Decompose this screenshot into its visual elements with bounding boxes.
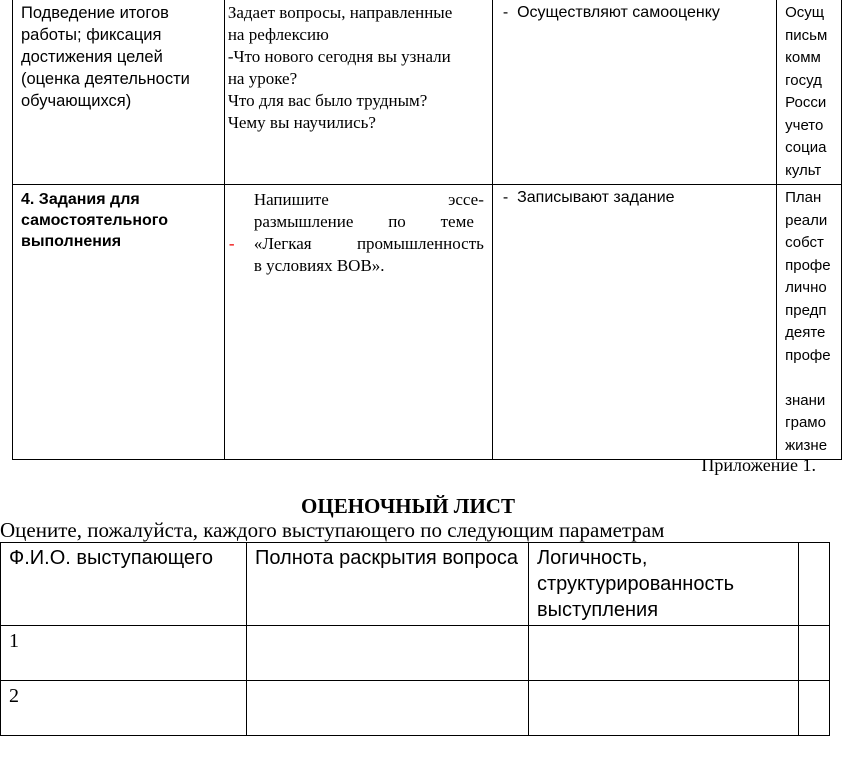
stage-cell: 4. Задания для самостоятельного выполнения xyxy=(13,185,225,460)
lesson-plan-table xyxy=(12,0,842,460)
list-dash: - xyxy=(228,234,235,253)
competencies-cell: Осущ письм комм госуд Росси учето социа культ xyxy=(777,0,842,185)
column-header: Полнота раскрытия вопроса xyxy=(247,543,529,626)
evaluation-table xyxy=(0,542,830,736)
student-activity-cell: - Записывают задание xyxy=(492,185,776,460)
appendix-label: Приложение 1. xyxy=(701,455,816,475)
table-row xyxy=(1,626,830,681)
instruction-text: Оцените, пожалуйста, каждого выступающего по следующим параметрам xyxy=(0,518,665,542)
teacher-activity-cell: Задает вопросы, направленные на рефлексию -Что нового сегодня вы узнали на уроке? Что для вас было трудным? Чему вы научились? xyxy=(224,0,492,185)
table-cell[interactable] xyxy=(247,626,529,681)
student-activity-cell: - Осуществляют самооценку xyxy=(492,0,776,185)
table-cell[interactable] xyxy=(529,681,799,736)
table-cell: 1 xyxy=(1,626,247,681)
teacher-activity-cell: Напишите эссе- размышление по теме - «Легкая промышленность в условиях ВОВ». xyxy=(224,185,492,460)
table-row xyxy=(13,0,842,185)
table-cell xyxy=(799,543,830,626)
competencies-cell: План реали собст профе лично предп деяте профе знани грамо жизне xyxy=(777,185,842,460)
table-row xyxy=(13,185,842,460)
column-header: Ф.И.О. выступающего xyxy=(1,543,247,626)
table-cell: 2 xyxy=(1,681,247,736)
table-cell[interactable] xyxy=(799,681,830,736)
page-title: ОЦЕНОЧНЫЙ ЛИСТ xyxy=(301,494,515,518)
column-header: Логичность, структурированность выступления xyxy=(529,543,799,626)
table-cell[interactable] xyxy=(529,626,799,681)
table-header-row xyxy=(1,543,830,626)
stage-cell: Подведение итогов работы; фиксация достижения целей (оценка деятельности обучающихся) xyxy=(13,0,225,185)
table-row xyxy=(1,681,830,736)
table-cell[interactable] xyxy=(247,681,529,736)
table-cell[interactable] xyxy=(799,626,830,681)
